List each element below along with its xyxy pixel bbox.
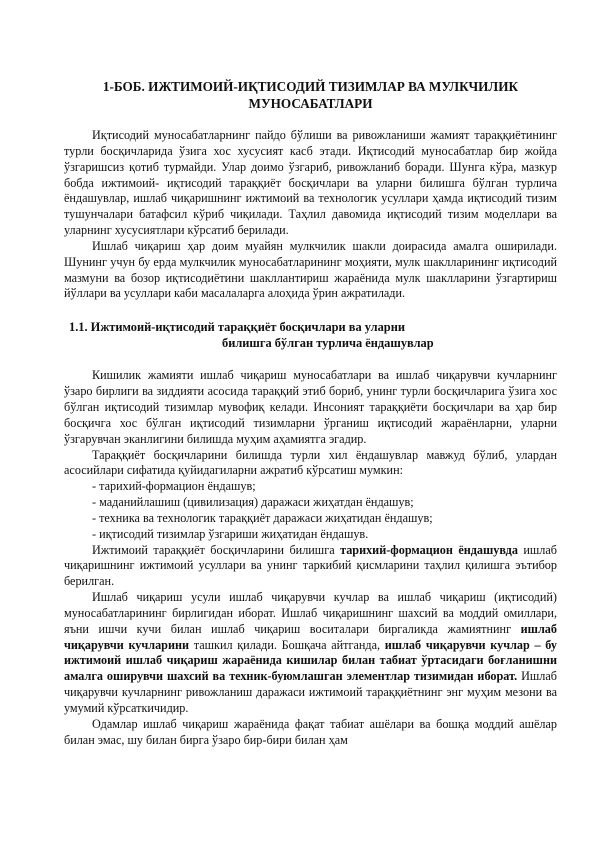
chapter-title-line-1: 1-БОБ. ИЖТИМОИЙ-ИҚТИСОДИЙ ТИЗИМЛАР ВА МУЛКЧИЛИК <box>102 79 519 94</box>
p3-bold-term: тарихий-формацион ёндашувда <box>340 542 518 557</box>
approaches-list <box>64 479 557 542</box>
list-item: - техника ва технологик тараққиёт даражаси жиҳатидан ёндашув; <box>92 510 433 525</box>
section-title-line-2: билишга бўлган турлича ёндашувлар <box>222 336 434 351</box>
p3-text-a: Ижтимоий тараққиёт босқичларини билишга <box>92 542 341 557</box>
section-title <box>64 319 557 351</box>
body-paragraph-4 <box>64 590 557 717</box>
p4-text-a: Ишлаб чиқариш усули ишлаб чиқарувчи кучлар ва ишлаб чиқариш (иқтисодий) муносабатларининг бирлигидан иборат. Ишлаб чиқаришнинг шахсий ва моддий омиллари, яъни ишчи кучи билан ишлаб чиқариш воситалари биргаликда жамиятнинг <box>64 590 557 636</box>
p3-text-c: ишлаб чиқаришнинг ижтимоий усуллари ва унинг таркибий қисмларини таҳлил қилишга эътибор берилган. <box>64 542 558 589</box>
intro-paragraph-1: Иқтисодий муносабатларнинг пайдо бўлиши ва ривожланиши жамият тараққиётининг турли босқичларида ўзига хос хусусият касб этади. Иқтисодий муносабатлар бир жойда ўзгаришсиз қотиб турмайди. Улар доимо ўзгариб, ривожланиб боради. Шунга кўра, мазкур бобда ижтимоий- иқтисодий тараққиёт босқичлари ва уларни билишга бўлган турлича ёндашувлар, ишлаб чиқаришнинг ижтимоий ва технологик усуллари ҳамда иқтисодий тизим тушунчалари батафсил кўриб чиқилади. Таҳлил давомида иқтисодий тизим моделлари ва уларнинг хусусиятлари кўрсатиб берилади. <box>64 128 557 238</box>
p4-text-c: ташкил қилади. Бошқача айтганда, <box>189 637 385 652</box>
section-title-line-1: 1.1. Ижтимоий-иқтисодий тараққиёт босқичлари ва уларни <box>69 320 405 335</box>
body-paragraph-2: Тараққиёт босқичларини билишда турли хил ёндашувлар мавжуд бўлиб, улардан асосийлари сифатида қуйидагиларни ажратиб кўрсатиш мумкин: <box>64 447 557 478</box>
p4-text-e: Ишлаб чиқарувчи кучларнинг ривожланиш даражаси ижтимоий тараққиётнинг энг муҳим мезони ва умумий кўрсаткичидир. <box>64 669 557 715</box>
p4-bold-definition: ишлаб чиқарувчи кучлар – бу ижтимоий ишлаб чиқариш жараёнида кишилар билан табиат ўртасидаги боғланишни амалга оширувчи шахсий ва техник-буюмлашган элементлар тизимидан иборат. <box>64 637 558 684</box>
p4-bold-term: ишлаб чиқарувчи кучларини <box>64 621 557 652</box>
body-paragraph-1: Кишилик жамияти ишлаб чиқариш муносабатлари ва ишлаб чиқарувчи кучларнинг ўзаро бирлиги ва зиддияти асосида тараққий этиб бориб, унинг турли босқичларига ўзига хос бўлган иқтисодий тизимлар мувофиқ келади. Инсоният тараққиёти босқичлари ва ҳар бир босқичга хос бўлган иқтисодий тизимларни ўрганиш иқтисодий жараёнларни, уларни ўзгарувчан эканлигини билишда муҳим аҳамиятга эгадир. <box>64 368 557 446</box>
list-item: - маданийлашиш (цивилизация) даражаси жиҳатдан ёндашув; <box>92 495 414 510</box>
chapter-title <box>64 78 557 112</box>
body-paragraph-3 <box>64 543 557 591</box>
body-paragraph-5: Одамлар ишлаб чиқариш жараёнида фақат табиат ашёлари ва бошқа моддий ашёлар билан эмас, шу билан бирга ўзаро бир-бири билан ҳам <box>64 716 557 747</box>
list-item: - тарихий-формацион ёндашув; <box>92 479 256 494</box>
chapter-title-line-2: МУНОСАБАТЛАРИ <box>248 96 373 111</box>
intro-paragraph-2: Ишлаб чиқариш ҳар доим муайян мулкчилик шакли доирасида амалга оширилади. Шунинг учун бу ерда мулкчилик муносабатларининг моҳияти, мулк шаклларининг иқтисодий мазмуни ва бозор иқтисодиётини шакллантириш жараёнида мулк шаклларини ўзгартириш йўллари ва усуллари каби масалаларга алоҳида ўрин ажратилади. <box>64 238 557 301</box>
list-item: - иқтисодий тизимлар ўзгариши жиҳатидан ёндашув. <box>92 526 369 541</box>
